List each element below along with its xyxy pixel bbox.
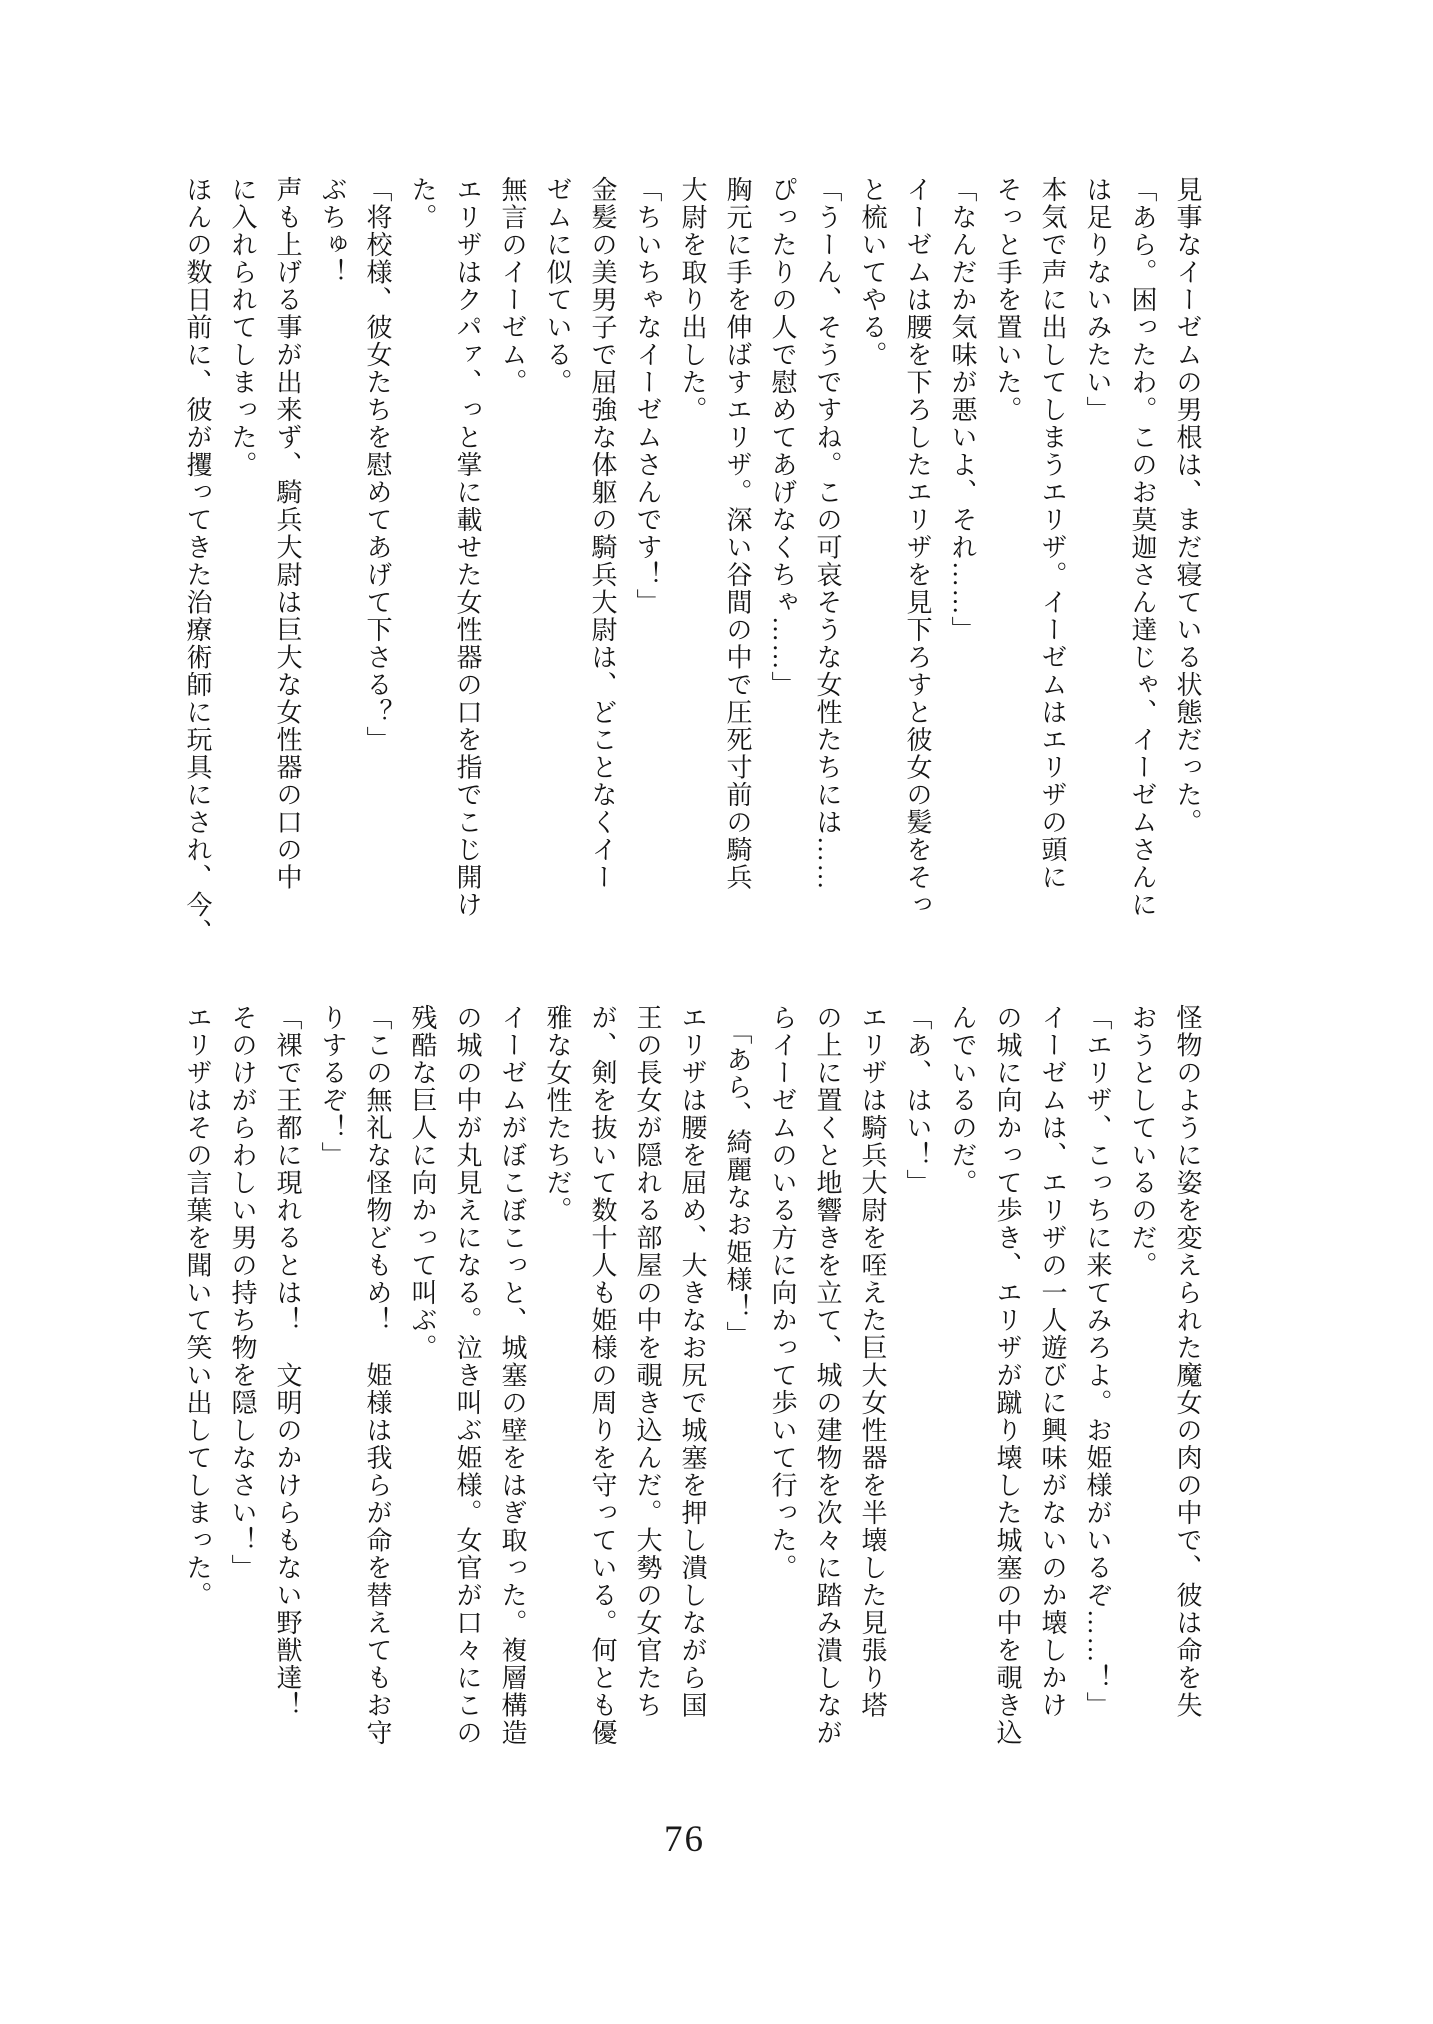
text-column: 「あ、はい！」 [903,1004,932,1197]
text-column: 本気で声に出してしまうエリザ。イーゼムはエリザの頭に [1038,176,1067,891]
text-column: 「なんだか気味が悪いよ、それ……」 [948,176,977,644]
text-column: 怪物のように姿を変えられた魔女の肉の中で、彼は命を失 [1173,1004,1202,1719]
text-column: 「エリザ、こっちに来てみろよ。お姫様がいるぞ……！」 [1083,1004,1112,1719]
text-column: 「将校様、彼女たちを慰めてあげて下さる？」 [363,176,392,754]
text-column: 大尉を取り出した。 [678,176,707,424]
text-column: 見事なイーゼムの男根は、まだ寝ている状態だった。 [1173,176,1202,836]
text-column: 胸元に手を伸ばすエリザ。深い谷間の中で圧死寸前の騎兵 [723,176,752,891]
text-column: そのけがらわしい男の持ち物を隠しなさい！」 [228,1004,257,1582]
text-column: 金髪の美男子で屈強な体躯の騎兵大尉は、どことなくイー [588,176,617,891]
text-column: 「あら。困ったわ。このお莫迦さん達じゃ、イーゼムさんに [1128,176,1157,919]
text-column: ゼムに似ている。 [543,176,572,396]
text-column: らイーゼムのいる方に向かって歩いて行った。 [768,1004,797,1582]
text-column: そっと手を置いた。 [993,176,1022,424]
text-column: エリザはクパァ、っと掌に載せた女性器の口を指でこじ開け [453,176,482,919]
text-column: 雅な女性たちだ。 [543,1004,572,1224]
upper-text-block [175,176,1210,946]
text-column: 「ちいちゃなイーゼムさんです！」 [633,176,662,616]
text-column: 残酷な巨人に向かって叫ぶ。 [408,1004,437,1362]
text-column: エリザは騎兵大尉を咥えた巨大女性器を半壊した見張り塔 [858,1004,887,1719]
text-column: 「裸で王都に現れるとは！ 文明のかけらもない野獣達！ [273,1004,302,1719]
text-column: イーゼムは、エリザの一人遊びに興味がないのか壊しかけ [1038,1004,1067,1719]
text-column: エリザは腰を屈め、大きなお尻で城塞を押し潰しながら国 [678,1004,707,1719]
text-column: は足りないみたい」 [1083,176,1112,424]
text-column: んでいるのだ。 [948,1004,977,1197]
text-column: 王の長女が隠れる部屋の中を覗き込んだ。大勢の女官たち [633,1004,662,1719]
text-column: りするぞ！」 [318,1004,347,1169]
text-column: 声も上げる事が出来ず、騎兵大尉は巨大な女性器の口の中 [273,176,302,891]
lower-text-block [175,1004,1210,1746]
text-column: 無言のイーゼム。 [498,176,527,396]
text-column: の城の中が丸見えになる。泣き叫ぶ姫様。女官が口々にこの [453,1004,482,1747]
text-column: の城に向かって歩き、エリザが蹴り壊した城塞の中を覗き込 [993,1004,1022,1747]
text-column: おうとしているのだ。 [1128,1004,1157,1279]
text-column: の上に置くと地響きを立て、城の建物を次々に踏み潰しなが [813,1004,842,1747]
text-column: が、剣を抜いて数十人も姫様の周りを守っている。何とも優 [588,1004,617,1747]
text-column: ぶちゅ！ [318,176,347,286]
text-column: 「この無礼な怪物どもめ！ 姫様は我らが命を替えてもお守 [363,1004,392,1747]
page-number: 76 [664,1819,705,1860]
text-column: エリザはその言葉を聞いて笑い出してしまった。 [183,1004,212,1609]
text-column: 「うーん、そうですね。この可哀そうな女性たちには…… [813,176,842,891]
text-column: 「あら、綺麗なお姫様！」 [723,1004,752,1349]
text-column: イーゼムがぼこぼこっと、城塞の壁をはぎ取った。複層構造 [498,1004,527,1747]
text-column: ぴったりの人で慰めてあげなくちゃ……」 [768,176,797,699]
text-column: ほんの数日前に、彼が攫ってきた治療術師に玩具にされ、今、 [183,176,212,946]
text-column: た。 [408,176,437,231]
text-column: に入れられてしまった。 [228,176,257,479]
text-column: イーゼムは腰を下ろしたエリザを見下ろすと彼女の髪をそっ [903,176,932,919]
text-column: と梳いてやる。 [858,176,887,369]
